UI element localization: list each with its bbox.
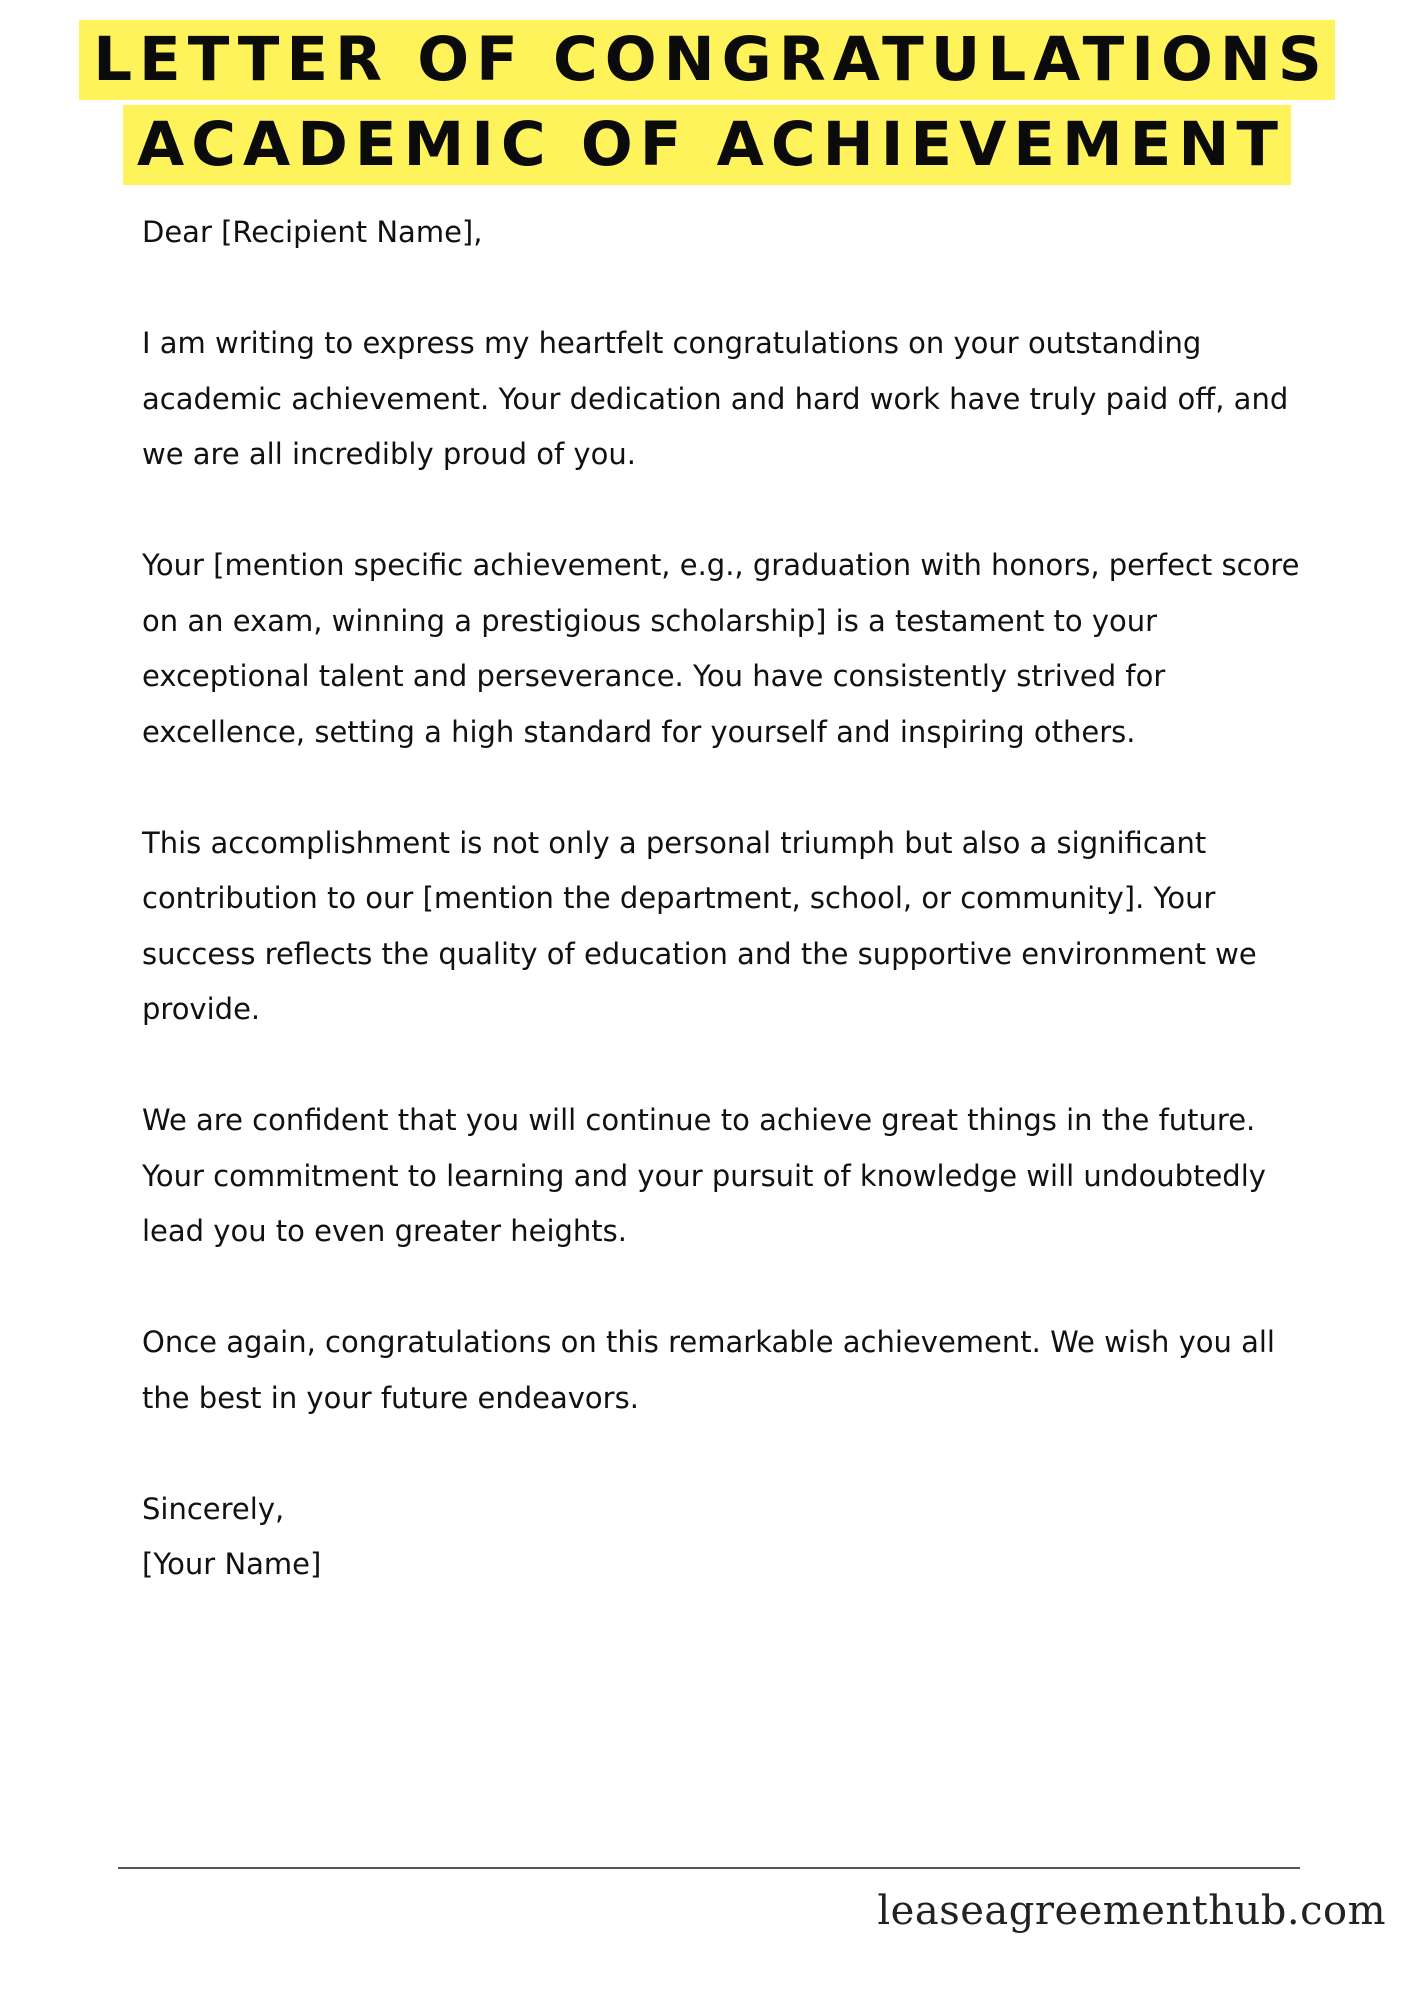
paragraph-4: We are confident that you will continue to achieve great things in the future. Your commitment to learning and your pursuit of knowledge will undoubtedly lead you to even greater heights. bbox=[142, 1103, 1266, 1248]
paragraph-2: Your [mention specific achievement, e.g., graduation with honors, perfect score on an exam, winning a prestigious scholarship] is a testament to your exceptional talent and perseverance. You have consistently strived for excellence, setting a high standard for yourself and inspiring others. bbox=[142, 548, 1300, 749]
letter-body bbox=[142, 205, 1322, 1593]
title-line-2: ACADEMIC OF ACHIEVEMENT bbox=[123, 105, 1291, 185]
title-line-1: LETTER OF CONGRATULATIONS bbox=[79, 20, 1335, 100]
paragraph-3: This accomplishment is not only a personal triumph but also a significant contribution to our [mention the department, school, or community]. Your success reflects the quality of education and the supportive environment we provide. bbox=[142, 825, 1257, 1026]
closing: Sincerely, bbox=[142, 1491, 285, 1526]
salutation: Dear [Recipient Name], bbox=[142, 215, 483, 249]
paragraph-1: I am writing to express my heartfelt congratulations on your outstanding academic achievement. Your dedication and hard work have truly paid off, and we are all incredibly proud of you. bbox=[142, 326, 1289, 471]
footer-divider bbox=[118, 1867, 1300, 1869]
signature: [Your Name] bbox=[142, 1547, 322, 1581]
footer-website: leaseagreementhub.com bbox=[877, 1888, 1386, 1934]
paragraph-5: Once again, congratulations on this remarkable achievement. We wish you all the best in your future endeavors. bbox=[142, 1325, 1275, 1415]
document-title bbox=[0, 20, 1414, 190]
